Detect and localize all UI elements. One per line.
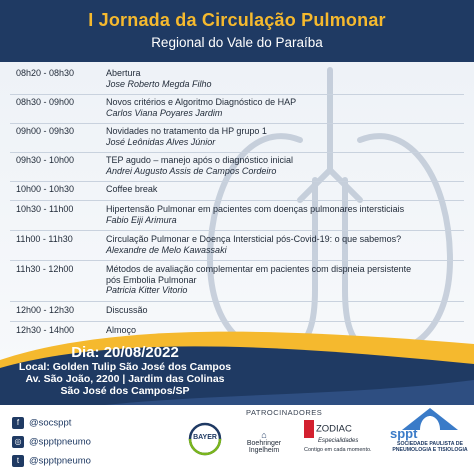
speaker-name: Andrei Augusto Assis de Campos Cordeiro — [106, 165, 277, 176]
sppt-line1: SOCIEDADE PAULISTA DE — [397, 441, 463, 447]
twitter-handle: @spptpneumo — [29, 455, 91, 467]
talk-title: Almoço — [106, 325, 137, 335]
talk-title: Circulação Pulmonar e Doença Intersticial pós-Covid-19: o que sabemos? — [106, 234, 402, 244]
twitter-icon: t — [12, 455, 24, 467]
speaker-name: Alexandre de Melo Kawassaki — [106, 244, 227, 255]
boehringer-icon: ⌂ — [261, 430, 267, 440]
boehringer-line2: Ingelheim — [248, 447, 280, 454]
instagram-handle: @spptpneumo — [29, 436, 91, 448]
schedule-description — [106, 305, 148, 316]
boehringer-line1: Boehringer — [246, 440, 282, 447]
social-instagram[interactable] — [12, 436, 91, 448]
talk-title: Novos critérios e Algoritmo Diagnóstico de HAP — [106, 97, 297, 107]
schedule-time: 10h00 - 10h30 — [16, 184, 75, 194]
schedule-description — [106, 264, 411, 296]
schedule-row — [10, 262, 464, 302]
speaker-name: Jose Roberto Megda Filho — [106, 78, 212, 89]
bayer-text: BAYER — [193, 434, 217, 441]
event-title: I Jornada da Circulação Pulmonar — [88, 10, 386, 30]
schedule-row — [10, 95, 464, 124]
zodiac-icon — [304, 420, 314, 438]
schedule-time: 08h30 - 09h00 — [16, 97, 75, 107]
bayer-logo — [188, 422, 222, 456]
event-info — [0, 344, 250, 397]
zodiac-tagline: Contigo em cada momento. — [304, 447, 372, 453]
speaker-name: José Leônidas Alves Júnior — [106, 136, 216, 147]
schedule-time: 11h00 - 11h30 — [16, 234, 73, 244]
zodiac-sub: Especialidades — [318, 438, 359, 444]
talk-title: Hipertensão Pulmonar em pacientes com doenças pulmonares intersticiais — [106, 204, 405, 214]
schedule-row — [10, 153, 464, 182]
sppt-line2: PNEUMOLOGIA E TISIOLOGIA — [392, 447, 468, 453]
speaker-name: Patricia Kitter Vitorio — [106, 285, 188, 295]
schedule-description — [106, 204, 404, 225]
schedule-time: 10h30 - 11h00 — [16, 204, 74, 214]
schedule-description — [106, 126, 267, 147]
talk-title: Discussão — [106, 305, 148, 315]
header-banner — [0, 0, 474, 62]
schedule-description — [106, 155, 293, 176]
zodiac-name: ZODIAC — [315, 423, 352, 435]
talk-title-continued: pós Embolia Pulmonar — [106, 274, 197, 285]
facebook-icon: f — [12, 417, 24, 429]
schedule-row — [10, 66, 464, 95]
schedule-time: 09h30 - 10h00 — [16, 155, 75, 165]
schedule-row — [10, 232, 464, 261]
event-date: Dia: 20/08/2022 — [71, 344, 179, 361]
facebook-handle: @socsppt — [29, 417, 72, 429]
schedule-time: 12h00 - 12h30 — [16, 305, 75, 315]
sppt-logo — [388, 406, 472, 453]
schedule-time: 08h20 - 08h30 — [16, 68, 75, 78]
schedule-description — [106, 184, 157, 195]
schedule-row — [10, 124, 464, 153]
schedule-time: 09h00 - 09h30 — [16, 126, 75, 136]
instagram-icon: ◎ — [12, 436, 24, 448]
talk-title: Coffee break — [106, 184, 158, 194]
schedule-row — [10, 202, 464, 231]
zodiac-logo — [304, 420, 376, 453]
event-location-line2: Av. São João, 2200 | Jardim das Colinas — [25, 373, 225, 385]
talk-title: TEP agudo – manejo após o diagnóstico inicial — [106, 155, 293, 165]
schedule-description — [106, 234, 401, 255]
schedule-description — [106, 97, 296, 118]
schedule-row — [10, 182, 464, 201]
event-subtitle: Regional do Vale do Paraíba — [151, 35, 323, 50]
boehringer-logo — [234, 430, 294, 454]
schedule-time: 12h30 - 14h00 — [16, 325, 75, 335]
event-location-line3: São José dos Campos/SP — [60, 385, 190, 397]
schedule-time: 11h30 - 12h00 — [16, 264, 74, 274]
talk-title: Abertura — [106, 68, 141, 78]
social-facebook[interactable] — [12, 417, 71, 429]
speaker-name: Fabio Eiji Arimura — [106, 214, 177, 225]
talk-title: Novidades no tratamento da HP grupo 1 — [106, 126, 267, 136]
event-location-line1: Local: Golden Tulip São José dos Campos — [18, 361, 232, 373]
sponsors-heading: PATROCINADORES — [246, 408, 323, 417]
sppt-name: sppt — [390, 426, 418, 441]
schedule-description — [106, 68, 212, 89]
speaker-name: Carlos Viana Poyares Jardim — [106, 107, 223, 118]
talk-title: Métodos de avaliação complementar em pacientes com dispneia persistente — [106, 264, 412, 274]
social-twitter[interactable] — [12, 455, 91, 467]
